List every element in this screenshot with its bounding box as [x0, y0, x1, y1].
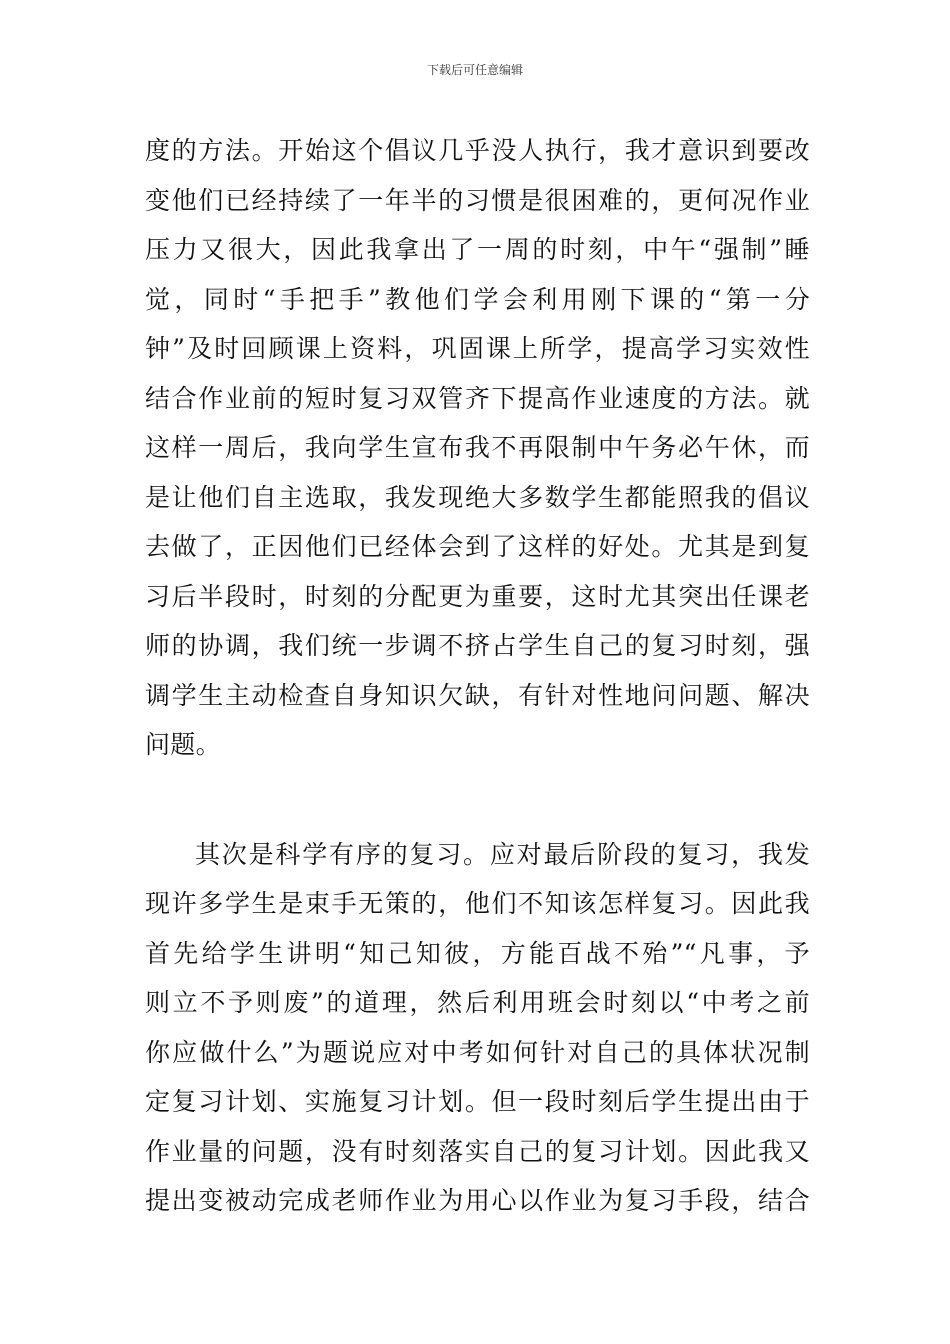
text-line: 定复习计划、实施复习计划。但一段时刻后学生提出由于: [145, 1087, 810, 1116]
text-line: 提出变被动完成老师作业为用心以作业为复习手段，结合: [145, 1186, 810, 1215]
paragraph-1: [145, 126, 810, 770]
text-line: 师的协调，我们统一步调不挤占学生自己的复习时刻，强: [145, 631, 810, 660]
text-line: 压力又很大，因此我拿出了一周的时刻，中午“强制”睡: [145, 235, 810, 264]
text-line: 去做了，正因他们已经体会到了这样的好处。尤其是到复: [145, 532, 810, 561]
text-line: 习后半段时，时刻的分配更为重要，这时尤其突出任课老: [145, 581, 810, 611]
text-line: 钟”及时回顾课上资料，巩固课上所学，提高学习实效性: [145, 334, 810, 363]
text-line: 结合作业前的短时复习双管齐下提高作业速度的方法。就: [145, 383, 810, 413]
text-line: 其次是科学有序的复习。应对最后阶段的复习，我发: [195, 839, 810, 869]
text-line: 是让他们自主选取，我发现绝大多数学生都能照我的倡议: [145, 482, 810, 512]
paragraph-2: [145, 830, 810, 1226]
text-line: 调学生主动检查自身知识欠缺，有针对性地问问题、解决: [145, 680, 810, 710]
document-body: [145, 126, 810, 1226]
text-line: 作业量的问题，没有时刻落实自己的复习计划。因此我又: [145, 1136, 810, 1166]
text-line: 首先给学生讲明“知己知彼，方能百战不殆”“凡事，予: [145, 938, 810, 968]
text-line: 问题。: [145, 730, 221, 759]
paragraph-gap: [145, 770, 810, 830]
text-line: 度的方法。开始这个倡议几乎没人执行，我才意识到要改: [145, 136, 810, 165]
text-line: 觉，同时“手把手”教他们学会利用刚下课的“第一分: [145, 284, 810, 314]
text-line: 变他们已经持续了一年半的习惯是很困难的，更何况作业: [145, 185, 810, 215]
text-line: 这样一周后，我向学生宣布我不再限制中午务必午休，而: [145, 433, 810, 462]
page-header: 下载后可任意编辑: [426, 63, 523, 77]
text-line: 你应做什么”为题说应对中考如何针对自己的具体状况制: [145, 1037, 810, 1067]
text-line: 则立不予则废”的道理，然后利用班会时刻以“中考之前: [145, 988, 810, 1017]
text-line: 现许多学生是束手无策的，他们不知该怎样复习。因此我: [145, 889, 810, 918]
